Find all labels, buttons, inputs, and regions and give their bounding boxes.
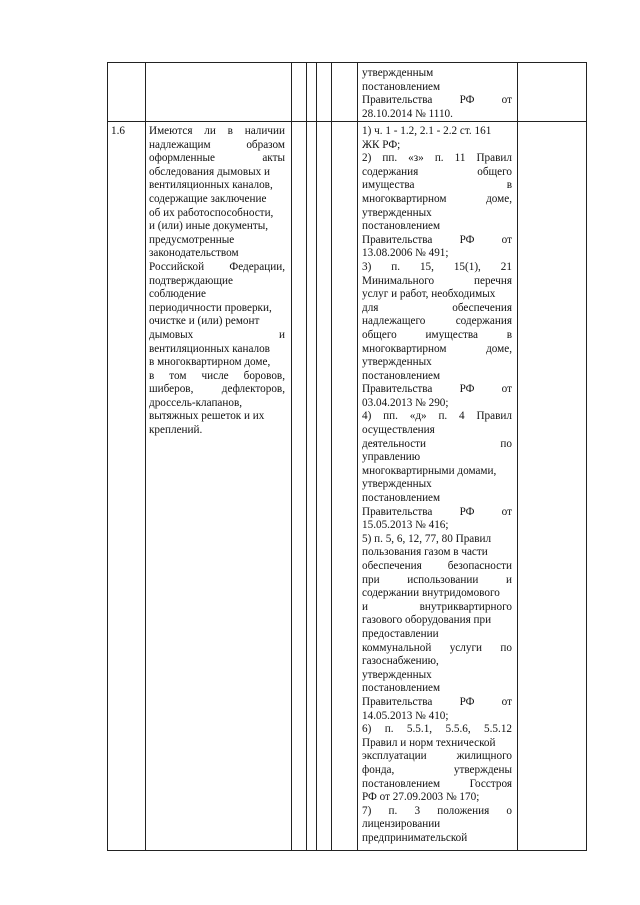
text-word: Правительства — [362, 94, 433, 107]
text-word: положения — [437, 804, 490, 817]
text-word: общего — [362, 328, 397, 341]
text-word: РФ — [459, 505, 475, 518]
text-line: законодательством — [149, 247, 239, 260]
text-line: управлению — [362, 451, 421, 464]
text-word: обеспечения — [362, 560, 422, 572]
text-word: оформленные — [149, 152, 215, 165]
text-word: наличии — [244, 125, 285, 137]
text-line: предпринимательской — [362, 831, 468, 844]
text-line — [362, 506, 512, 520]
question-cell — [149, 125, 285, 438]
text-word: утверждены — [453, 763, 512, 776]
text-line: 1) ч. 1 - 1.2, 2.1 - 2.2 ст. 161 — [362, 125, 492, 137]
text-line: услуг и работ, необходимых — [362, 288, 496, 301]
text-word: надлежащего — [362, 315, 426, 328]
text-word: по — [500, 641, 512, 654]
text-word: РФ — [459, 383, 475, 396]
text-word: по — [500, 437, 512, 450]
text-word: в — [227, 125, 233, 137]
text-line — [362, 193, 512, 207]
text-word: от — [501, 94, 512, 107]
text-word: 15, — [419, 260, 434, 273]
text-word: «д» — [409, 410, 427, 423]
text-line: вентиляционных каналов, — [149, 179, 273, 192]
text-word: пп. — [383, 410, 398, 423]
text-word: в — [506, 179, 512, 192]
text-line: лицензировании — [362, 818, 441, 831]
text-line — [362, 383, 512, 397]
text-word: фонда, — [362, 763, 395, 776]
text-word: РФ — [459, 233, 475, 246]
text-word: общего — [477, 165, 512, 178]
text-word: 3 — [414, 804, 421, 817]
text-word: доме, — [486, 342, 512, 355]
text-line: в многоквартирном доме, — [149, 356, 271, 369]
text-word: 15(1), — [453, 260, 481, 273]
text-line: газового оборудования при — [362, 614, 492, 627]
text-word: п. — [384, 723, 394, 736]
text-line: утвержденных — [362, 206, 432, 219]
text-word: безопасности — [447, 560, 512, 572]
text-line: РФ от 27.09.2003 № 170; — [362, 791, 480, 804]
text-word: Правил — [476, 152, 512, 165]
text-word: «з» — [408, 152, 424, 165]
text-word: содержания — [362, 165, 419, 178]
text-line: подтверждающие — [149, 274, 233, 287]
text-line: обследования дымовых и — [149, 165, 271, 178]
text-word: Правил — [476, 410, 512, 423]
text-line — [362, 560, 512, 574]
text-line — [362, 642, 512, 656]
text-line: 03.04.2013 № 290; — [362, 396, 449, 409]
text-word: Правительства — [362, 383, 433, 396]
text-word: и — [505, 573, 512, 586]
text-word: доме, — [486, 192, 512, 205]
text-line: постановлением — [362, 80, 441, 93]
text-line: периодичности проверки, — [149, 301, 272, 314]
text-line — [362, 315, 512, 329]
text-line: содержании внутридомового — [362, 587, 500, 600]
row-number: 1.6 — [111, 125, 125, 137]
text-word: боровов, — [243, 369, 285, 382]
text-line — [362, 329, 512, 343]
text-line: 28.10.2014 № 1110. — [362, 107, 453, 120]
text-line — [362, 601, 512, 615]
text-word: 2) — [362, 152, 372, 165]
text-line: утвержденных — [362, 478, 432, 491]
text-line — [362, 94, 512, 108]
text-line: утвержденных — [362, 668, 432, 681]
text-word: п. — [388, 804, 398, 817]
text-word: от — [501, 233, 512, 246]
text-line — [362, 179, 512, 193]
text-line: дроссель-клапанов, — [149, 396, 243, 409]
text-word: 21 — [500, 260, 512, 273]
text-word: 5.5.1, — [406, 723, 433, 736]
continuation-norm-cell — [362, 67, 512, 121]
text-word: использовании — [407, 573, 479, 586]
text-line: многоквартирными домами, — [362, 464, 497, 477]
text-line — [362, 343, 512, 357]
text-word: ли — [204, 125, 216, 137]
text-line — [362, 152, 512, 166]
text-word: надлежащим — [149, 138, 211, 151]
text-word: и — [362, 600, 368, 613]
text-line: вентиляционных каналов — [149, 342, 270, 355]
text-line — [149, 152, 285, 166]
text-line: и (или) иные документы, — [149, 220, 269, 233]
text-line — [362, 410, 512, 424]
text-line: 14.05.2013 № 410; — [362, 709, 449, 722]
text-word: Имеются — [149, 125, 193, 137]
text-word: от — [501, 695, 512, 708]
text-line: вытяжных решеток и их — [149, 410, 265, 423]
text-word: коммунальной — [362, 641, 432, 654]
text-line — [362, 166, 512, 180]
text-line — [149, 370, 285, 384]
text-line: креплений. — [149, 424, 203, 437]
text-word: 4 — [459, 410, 465, 423]
text-line — [362, 234, 512, 248]
text-word: Правительства — [362, 695, 433, 708]
text-line — [149, 261, 285, 275]
text-word: шиберов, — [149, 383, 194, 396]
text-line — [362, 750, 512, 764]
text-word: перечня — [474, 274, 512, 287]
text-line: предусмотренные — [149, 233, 235, 246]
text-word: от — [501, 505, 512, 518]
text-word: многоквартирном — [362, 192, 447, 205]
text-line: газоснабжению, — [362, 655, 439, 668]
text-word: внутриквартирного — [419, 600, 512, 613]
text-line — [362, 696, 512, 710]
text-line — [362, 778, 512, 792]
text-word: и — [279, 328, 285, 341]
text-word: 7) — [362, 804, 372, 817]
text-line: очистке и (или) ремонт — [149, 315, 260, 328]
text-word: постановлением — [362, 777, 441, 790]
text-line: 5) п. 5, 6, 12, 77, 80 Правил — [362, 532, 492, 545]
text-line: постановлением — [362, 220, 441, 233]
text-word: п. — [434, 152, 444, 165]
text-word: Правительства — [362, 233, 433, 246]
text-word: в — [149, 369, 155, 382]
text-word: от — [501, 383, 512, 396]
text-line — [362, 261, 512, 275]
text-line: постановлением — [362, 682, 441, 695]
text-word: Правительства — [362, 505, 433, 518]
text-word: образом — [246, 138, 285, 151]
text-word: 11 — [454, 152, 466, 165]
text-word: п. — [391, 260, 401, 273]
text-line: постановлением — [362, 492, 441, 505]
text-line: ЖК РФ; — [362, 138, 401, 151]
text-line — [362, 302, 512, 316]
text-word: Федерации, — [229, 260, 285, 273]
text-word: в — [506, 328, 512, 341]
text-line: об их работоспособности, — [149, 206, 274, 219]
text-line — [362, 275, 512, 289]
text-word: 4) — [362, 410, 372, 423]
text-word: имущества — [362, 179, 415, 192]
text-word: 6) — [362, 723, 372, 736]
text-word: РФ — [459, 695, 475, 708]
text-line — [362, 438, 512, 452]
text-line: 13.08.2006 № 491; — [362, 247, 449, 260]
text-line — [149, 139, 285, 153]
text-line — [149, 329, 285, 343]
norm-references-cell — [362, 125, 512, 845]
text-word: имущества — [425, 328, 478, 341]
text-word: п. — [438, 410, 448, 423]
text-word: акты — [262, 152, 285, 165]
text-word: дефлекторов, — [221, 383, 285, 396]
text-line — [362, 764, 512, 778]
text-line — [149, 125, 285, 139]
text-line: постановлением — [362, 369, 441, 382]
text-word: Госстроя — [469, 777, 512, 790]
text-line: предоставлении — [362, 627, 439, 640]
text-line: пользования газом в части — [362, 546, 488, 559]
text-line — [362, 805, 512, 819]
text-word: содержания — [455, 315, 512, 328]
text-word: услуги — [449, 641, 483, 654]
text-line — [362, 723, 512, 737]
text-word: пп. — [382, 152, 398, 165]
text-line: Правил и норм технической — [362, 736, 496, 749]
text-word: РФ — [459, 94, 475, 107]
text-line: соблюдение — [149, 288, 206, 301]
text-line: осуществления — [362, 424, 435, 437]
text-line: содержащие заключение — [149, 192, 267, 205]
text-line — [362, 574, 512, 588]
text-word: том — [169, 369, 187, 382]
text-word: обеспечения — [452, 301, 512, 314]
text-word: дымовых — [149, 328, 194, 341]
text-line — [149, 383, 285, 397]
text-word: многоквартирном — [362, 342, 447, 355]
text-word: о — [506, 804, 512, 817]
text-line: 15.05.2013 № 416; — [362, 519, 449, 532]
text-word: Российской — [149, 260, 205, 273]
text-word: эксплуатации — [362, 750, 427, 763]
text-word: Минимального — [362, 274, 435, 287]
text-word: для — [362, 301, 379, 314]
text-word: 5.5.6, — [445, 723, 471, 736]
text-word: 5.5.12 — [484, 723, 512, 736]
text-word: при — [362, 573, 380, 586]
text-word: 3) — [362, 260, 372, 273]
text-line: утвержденным — [362, 67, 434, 79]
text-word: деятельности — [362, 437, 427, 450]
text-line: утвержденных — [362, 356, 432, 369]
text-word: числе — [201, 369, 229, 382]
text-word: жилищного — [456, 750, 512, 763]
